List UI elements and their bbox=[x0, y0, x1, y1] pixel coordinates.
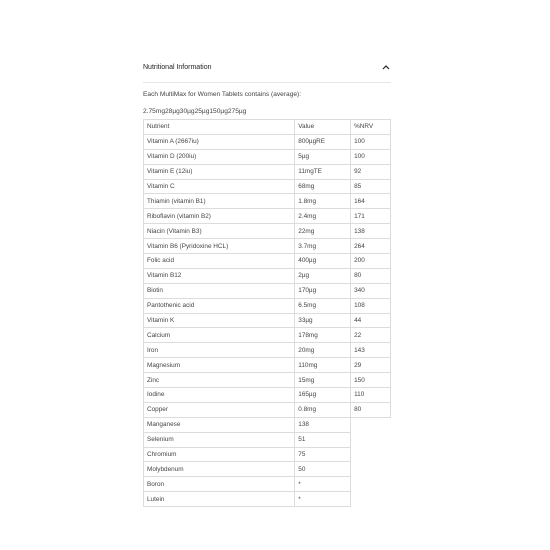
table-row bbox=[144, 164, 391, 179]
table-row bbox=[144, 134, 391, 149]
table-row bbox=[144, 462, 391, 477]
table-cell: 85 bbox=[351, 179, 391, 194]
table-row bbox=[144, 313, 391, 328]
table-row bbox=[144, 194, 391, 209]
table-cell: 200 bbox=[351, 254, 391, 269]
table-cell: Iron bbox=[144, 343, 295, 358]
table-cell: 44 bbox=[351, 313, 391, 328]
table-row bbox=[144, 492, 391, 507]
table-cell: 5µg bbox=[295, 149, 351, 164]
table-row bbox=[144, 432, 391, 447]
table-row bbox=[144, 402, 391, 417]
table-cell: 68mg bbox=[295, 179, 351, 194]
table-header-cell: Value bbox=[295, 120, 351, 135]
table-row bbox=[144, 149, 391, 164]
table-cell: Vitamin B12 bbox=[144, 268, 295, 283]
table-cell: 80 bbox=[351, 268, 391, 283]
table-cell: 165µg bbox=[295, 388, 351, 403]
table-row bbox=[144, 254, 391, 269]
table-cell: * bbox=[295, 492, 351, 507]
table-cell-empty bbox=[351, 447, 391, 462]
table-row bbox=[144, 209, 391, 224]
table-row bbox=[144, 283, 391, 298]
nutrition-table bbox=[143, 119, 391, 507]
table-cell: 0.8mg bbox=[295, 402, 351, 417]
table-cell: Biotin bbox=[144, 283, 295, 298]
table-cell: Vitamin K bbox=[144, 313, 295, 328]
table-row bbox=[144, 328, 391, 343]
table-row bbox=[144, 224, 391, 239]
table-row bbox=[144, 239, 391, 254]
table-cell: 15mg bbox=[295, 373, 351, 388]
table-cell: Vitamin C bbox=[144, 179, 295, 194]
table-cell: 400µg bbox=[295, 254, 351, 269]
intro-text: Each MultiMax for Women Tablets contains (average): bbox=[143, 91, 302, 98]
chevron-up-icon[interactable] bbox=[381, 62, 391, 72]
table-cell: 92 bbox=[351, 164, 391, 179]
table-cell: Lutein bbox=[144, 492, 295, 507]
table-cell: 3.7mg bbox=[295, 239, 351, 254]
table-cell: 29 bbox=[351, 358, 391, 373]
table-cell: 340 bbox=[351, 283, 391, 298]
table-cell: 22 bbox=[351, 328, 391, 343]
table-cell: 138 bbox=[351, 224, 391, 239]
table-cell: Vitamin A (2667iu) bbox=[144, 134, 295, 149]
table-cell: 33µg bbox=[295, 313, 351, 328]
table-cell: Chromium bbox=[144, 447, 295, 462]
table-cell: 1.8mg bbox=[295, 194, 351, 209]
table-cell: Zinc bbox=[144, 373, 295, 388]
table-cell: Magnesium bbox=[144, 358, 295, 373]
table-row bbox=[144, 343, 391, 358]
table-cell: 178mg bbox=[295, 328, 351, 343]
table-cell: Riboflavin (vitamin B2) bbox=[144, 209, 295, 224]
table-row bbox=[144, 447, 391, 462]
table-cell: Selenium bbox=[144, 432, 295, 447]
table-cell: 264 bbox=[351, 239, 391, 254]
table-cell: 100 bbox=[351, 134, 391, 149]
table-cell: 6.5mg bbox=[295, 298, 351, 313]
table-header-cell: Nutrient bbox=[144, 120, 295, 135]
table-row bbox=[144, 388, 391, 403]
table-cell: 50 bbox=[295, 462, 351, 477]
table-cell: 110mg bbox=[295, 358, 351, 373]
table-cell: 51 bbox=[295, 432, 351, 447]
table-cell: 164 bbox=[351, 194, 391, 209]
table-cell: 2.4mg bbox=[295, 209, 351, 224]
table-row bbox=[144, 179, 391, 194]
table-row bbox=[144, 268, 391, 283]
table-cell-empty bbox=[351, 462, 391, 477]
table-cell: Molybdenum bbox=[144, 462, 295, 477]
table-cell: Copper bbox=[144, 402, 295, 417]
table-cell: 138 bbox=[295, 417, 351, 432]
table-row bbox=[144, 373, 391, 388]
table-row bbox=[144, 358, 391, 373]
table-cell-empty bbox=[351, 432, 391, 447]
accordion-header[interactable] bbox=[143, 58, 391, 83]
table-row bbox=[144, 477, 391, 492]
table-cell: Calcium bbox=[144, 328, 295, 343]
table-cell: Vitamin D (200iu) bbox=[144, 149, 295, 164]
table-cell-empty bbox=[351, 477, 391, 492]
table-cell: 20mg bbox=[295, 343, 351, 358]
table-cell: 170µg bbox=[295, 283, 351, 298]
table-cell: Vitamin B6 (Pyridoxine HCL) bbox=[144, 239, 295, 254]
table-header-row bbox=[144, 120, 391, 135]
table-cell: * bbox=[295, 477, 351, 492]
amounts-line: 2.75mg28µg30µg25µg150µg275µg bbox=[143, 108, 247, 115]
table-cell: 11mgTE bbox=[295, 164, 351, 179]
table-cell: Vitamin E (12iu) bbox=[144, 164, 295, 179]
table-cell: 171 bbox=[351, 209, 391, 224]
table-cell: 80 bbox=[351, 402, 391, 417]
table-cell: Thiamin (vitamin B1) bbox=[144, 194, 295, 209]
table-cell: Manganese bbox=[144, 417, 295, 432]
table-cell: Niacin (Vitamin B3) bbox=[144, 224, 295, 239]
table-cell: 800µgRE bbox=[295, 134, 351, 149]
table-cell: 22mg bbox=[295, 224, 351, 239]
section-title: Nutritional Information bbox=[143, 63, 212, 71]
table-cell-empty bbox=[351, 492, 391, 507]
table-cell: 75 bbox=[295, 447, 351, 462]
table-cell: Iodine bbox=[144, 388, 295, 403]
table-row bbox=[144, 417, 391, 432]
table-cell: Folic acid bbox=[144, 254, 295, 269]
table-cell: 110 bbox=[351, 388, 391, 403]
table-cell: 150 bbox=[351, 373, 391, 388]
table-cell: 2µg bbox=[295, 268, 351, 283]
table-cell: 108 bbox=[351, 298, 391, 313]
table-cell: 143 bbox=[351, 343, 391, 358]
table-cell: Boron bbox=[144, 477, 295, 492]
table-cell: Pantothenic acid bbox=[144, 298, 295, 313]
table-header-cell: %NRV bbox=[351, 120, 391, 135]
nutrition-panel bbox=[143, 58, 391, 507]
table-cell-empty bbox=[351, 417, 391, 432]
table-cell: 100 bbox=[351, 149, 391, 164]
table-row bbox=[144, 298, 391, 313]
